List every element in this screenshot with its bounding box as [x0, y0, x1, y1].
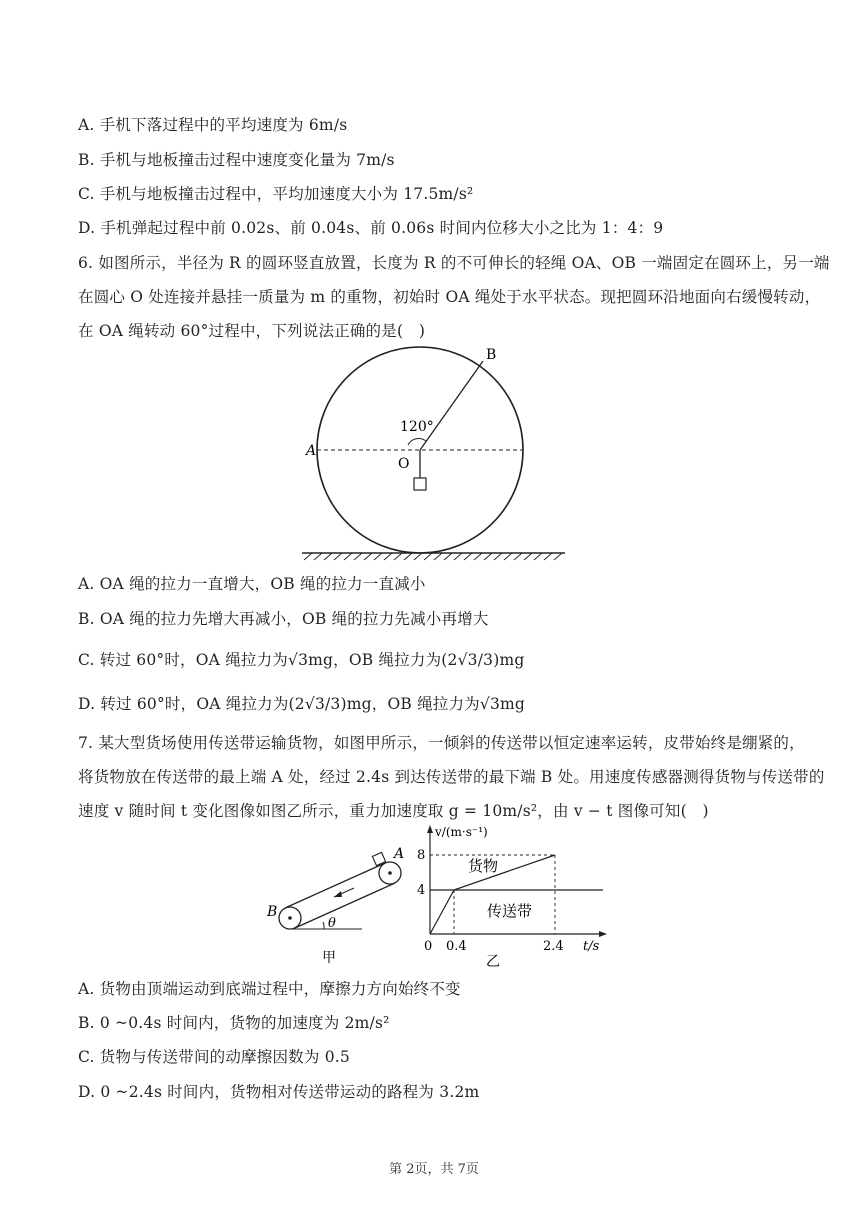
- x-axis-label: t/s: [583, 939, 600, 954]
- q6-stem-line-1: 6. 如图所示，半径为 R 的圆环竖直放置，长度为 R 的不可伸长的轻绳 OA、OB 一端固定在圆环上，另一端: [78, 254, 830, 272]
- belt-top: [285, 863, 385, 908]
- q7-stem-line-1: 7. 某大型货场使用传送带运输货物，如图甲所示，一倾斜的传送带以恒定速率运转，皮带始终是绷紧的，: [78, 734, 805, 752]
- q6-option-b: B. OA 绳的拉力先增大再减小，OB 绳的拉力先减小再增大: [78, 610, 489, 628]
- label-b: B: [486, 347, 497, 363]
- angle-arc: [408, 438, 426, 445]
- q5-option-a: A. 手机下落过程中的平均速度为 6m/s: [78, 116, 348, 134]
- y-tick-4: 4: [417, 883, 426, 898]
- x-tick-0-4: 0.4: [446, 939, 467, 954]
- label-a: A: [306, 443, 317, 459]
- q7-stem-line-3: 速度 v 随时间 t 变化图像如图乙所示，重力加速度取 g = 10m/s²，由 v − t 图像可知( ): [78, 802, 709, 820]
- angle-label: 120°: [400, 419, 434, 435]
- q7-option-d: D. 0 ~2.4s 时间内，货物相对传送带运动的路程为 3.2m: [78, 1083, 480, 1101]
- label-a: A: [394, 846, 405, 862]
- q6-option-a: A. OA 绳的拉力一直增大，OB 绳的拉力一直减小: [78, 575, 426, 593]
- q7-option-b: B. 0 ~0.4s 时间内，货物的加速度为 2m/s²: [78, 1014, 390, 1032]
- caption-yi: 乙: [486, 954, 500, 970]
- q7-vt-graph: [413, 822, 613, 972]
- q7-stem-line-2: 将货物放在传送带的最上端 A 处，经过 2.4s 到达传送带的最下端 B 处。用速度传感器测得货物与传送带的: [78, 768, 825, 786]
- q7-option-c: C. 货物与传送带间的动摩擦因数为 0.5: [78, 1048, 350, 1066]
- q6-stem-line-2: 在圆心 O 处连接并悬挂一质量为 m 的重物，初始时 OA 绳处于水平状态。现把圆环沿地面向右缓慢转动，: [78, 288, 821, 306]
- weight-box: [414, 478, 426, 490]
- x-tick-2-4: 2.4: [543, 939, 564, 954]
- belt-bottom: [295, 883, 395, 928]
- theta-label: θ: [328, 916, 336, 931]
- label-o: O: [398, 456, 410, 472]
- ground-hatching: [304, 553, 562, 560]
- q6-option-d: D. 转过 60°时，OA 绳拉力为(2√3/3)mg，OB 绳拉力为√3mg: [78, 695, 526, 713]
- q5-option-d: D. 手机弹起过程中前 0.02s、前 0.04s、前 0.06s 时间内位移大小之比为 1：4：9: [78, 219, 664, 237]
- cargo-label: 货物: [468, 857, 499, 875]
- q7-option-a: A. 货物由顶端运动到底端过程中，摩擦力方向始终不变: [78, 980, 461, 998]
- page-footer: 第 2页，共 7页: [389, 1162, 479, 1177]
- label-b: B: [267, 904, 278, 920]
- belt-label: 传送带: [487, 902, 533, 920]
- q6-stem-line-3: 在 OA 绳转动 60°过程中，下列说法正确的是( ): [78, 322, 426, 340]
- cargo-line-1: [430, 890, 454, 934]
- q5-option-c: C. 手机与地板撞击过程中，平均加速度大小为 17.5m/s²: [78, 185, 474, 203]
- q7-conveyor-figure: [262, 840, 422, 970]
- q6-option-c: C. 转过 60°时，OA 绳拉力为√3mg，OB 绳拉力为(2√3/3)mg: [78, 651, 525, 669]
- q5-option-b: B. 手机与地板撞击过程中速度变化量为 7m/s: [78, 151, 395, 169]
- rope-ob: [420, 361, 483, 450]
- x-tick-0: 0: [424, 939, 433, 954]
- q6-circle-figure: [290, 345, 580, 565]
- y-axis-label: v/(m·s⁻¹): [435, 825, 488, 839]
- caption-jia: 甲: [322, 950, 336, 966]
- y-tick-8: 8: [417, 848, 426, 863]
